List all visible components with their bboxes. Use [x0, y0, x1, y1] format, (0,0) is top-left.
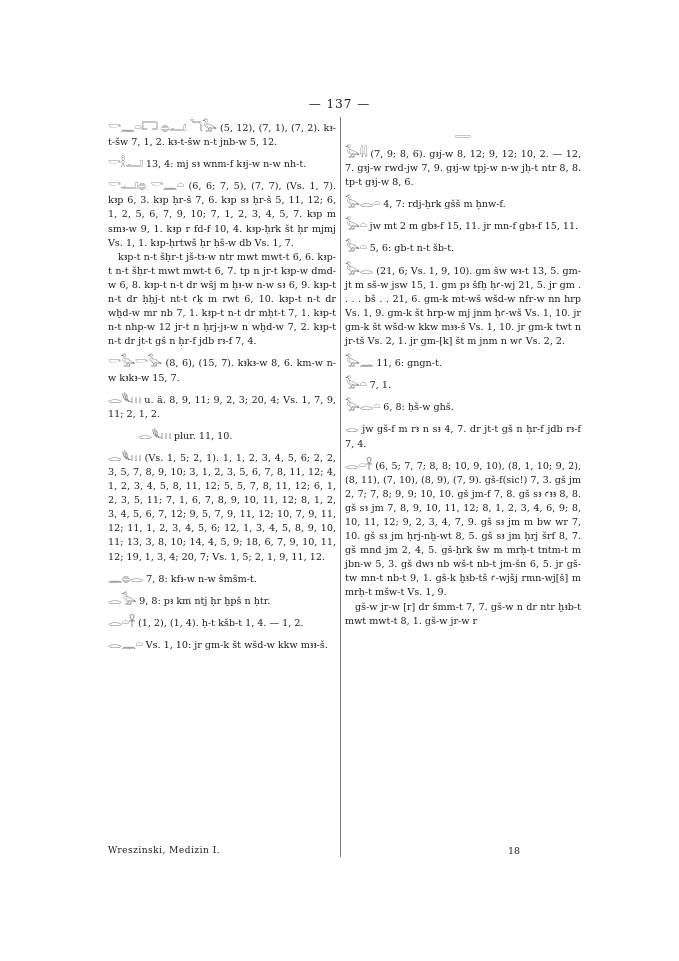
entry-text: (5, 12), (7, 1), (7, 2). kꜣ-t-šw 7, 1, 2. kꜣ-t-šw n-t jnb-w 5, 12. [108, 123, 336, 149]
left-column [108, 120, 336, 659]
dictionary-entry [108, 178, 336, 349]
hieroglyph-icon: 𓅭𓏏 [345, 377, 367, 392]
entry-text: 13, 4: mj sꜣ wnm-f kꜣj-w n-w nh-t. [145, 159, 307, 171]
dictionary-entry [345, 240, 581, 256]
dictionary-entry [345, 146, 581, 190]
hieroglyph-icon: 𓂋 [345, 421, 359, 436]
entry-text: 5, 6: gb-t n-t šb-t. [369, 243, 455, 255]
hieroglyph-icon: 𓅭𓇋𓇋 [345, 146, 367, 160]
hieroglyph-icon: 𓅭𓂋𓏏 [345, 399, 381, 414]
entry-text: plur. 11, 10. [173, 430, 233, 442]
dictionary-entry [108, 637, 336, 653]
hieroglyph-icon: 𓅭𓂋 [345, 262, 374, 277]
dictionary-entry [108, 428, 336, 444]
entry-text: (7, 9; 8, 6). gꜣj-w 8, 12; 9, 12; 10, 2. — 12, 7. gꜣj-w rwd-jw 7, 9. gꜣj-w tpj-w n-w jḥ-t ntr 8, 8. tp-t gꜣj-w 8, 6. [345, 149, 581, 189]
entry-text: 11, 6: gngn-t. [376, 358, 442, 370]
entry-text: (Vs. 1, 5; 2, 1). 1, 1, 2, 3, 4, 5, 6; 2, 2, 3, 5, 7, 8, 9, 10; 3, 1, 2, 3, 5, 6, 7, 8, 11, 12; 4, 1, 2, 3, 4, 5, 8, 11, 12; 5, 5, 7, 8, 11, 12; 6, 1, 2, 3, 5, 11; 7, 1, 6, 7, 8, 9, 10, 11, 12; 8, 1, 2, 3, 4, 5, 6, 7, 12; 9, 5, 7, 9, 11, 12; 10, 7, 9, 11, 12; 11, 1, 2, 3, 4, 5, 6; 12, 1, 3, 4, 5, 8, 9, 10, 11; 13, 3, 8, 10; 14, 4, 5, 9; 18, 6, 7, 9, 10, 11, 12; 19, 1, 3, 4; 20, 7; Vs. 1, 5; 2, 1, 9, 11, 12. [108, 452, 336, 563]
hieroglyph-icon: 𓅭𓂋𓏏 [345, 196, 381, 211]
entry-continuation: gš-w jr-w [r] dr šmm-t 7, 7. gš-w n dr ntr ḫꜣb-t mwt mwt-t 8, 1. gš-w jr-w r [345, 601, 581, 627]
hieroglyph-icon: 𓈖𓐍𓂋 [108, 570, 144, 585]
hieroglyph-icon: 𓅭𓈖 [345, 355, 374, 370]
footer-signature: 18 [508, 846, 521, 857]
entry-text: (6, 6; 7, 5), (7, 7), (Vs. 1, 7). kꜣp 6, 3. kꜣp ḥr-š 7, 6. kꜣp sꜣ ḥr-š 5, 11, 12; 6, 1, 2, 5, 6, 7, 9, 10; 7, 1, 2, 3, 4, 5, 7. kꜣp m smꜣ-w 9, 1. kꜣp r fd-f 10, 4. kꜣp-ḥrk št ḥr mjmj Vs. 1, 1. kꜣp-ḥrtwš ḥr ḥš-w db Vs. 1, 7. [108, 181, 336, 249]
section-header-glyph: 𓇿 [454, 125, 472, 139]
entry-text: 7, 8: kfꜣ-w n-w šmšm-t. [146, 573, 257, 585]
dictionary-entry [345, 377, 581, 393]
entry-text: (1, 2), (1, 4). ḥ-t kšb-t 1, 4. — 1, 2. [137, 617, 304, 629]
hieroglyph-icon: 𓂋𓆰𓏥 [108, 449, 141, 464]
entry-text: (8, 6), (15, 7). kꜣkꜣ-w 8, 6. km-w n-w kꜣkꜣ-w 15, 7. [108, 358, 336, 384]
entry-text: u. ä. 8, 9, 11; 9, 2, 3; 20, 4; Vs. 1, 7, 9, 11; 2, 1, 2. [108, 394, 336, 420]
hieroglyph-icon: 𓂋𓏏𓋹 [108, 614, 135, 629]
dictionary-entry [345, 458, 581, 629]
entry-text: 9, 8: pꜣ km ntj ḥr ḫpš n ḥtr. [139, 595, 271, 607]
dictionary-entry [108, 450, 336, 565]
dictionary-entry [108, 593, 336, 609]
entry-continuation: kꜣp-t n-t šḥr-t jš-tꜣ-w ntr mwt mwt-t 6, 6. kꜣp-t n-t šḥr-t mwt mwt-t 6, 7. tp n jr-t kꜣp-w dmd-w 6, 8. kꜣp-t n-t dr wšj m ḥꜣ-w n-w sꜣ 6, 9. kꜣp-t n-t dr ḥḥj-t nt-t ꜥḳ m rwt 6, 10. kꜣp-t n-t dr wḫd-w mr nb 7, 1. kꜣp-t n-t dr mḥt-t 7, 1. kꜣp-t n-t nhp-w 12 jr-t n ḥrj-jꜣ-w n wḫd-w 7, 2. kꜣp-t n-t dr jt-t gš n ḥr-f jdb rꜣ-f 7, 4. [108, 251, 336, 348]
entry-text: 7, 1. [369, 380, 391, 392]
dictionary-entry [108, 571, 336, 587]
dictionary-entry [345, 263, 581, 350]
entry-text: 6, 8: ḥš-w ghš. [383, 402, 454, 414]
entry-text: Vs. 1, 10: jr gm-k št wšd-w kkw mꜣꜣ-š. [145, 639, 328, 651]
dictionary-entry [108, 120, 336, 150]
dictionary-entry [108, 615, 336, 631]
hieroglyph-icon: 𓂋𓆰𓏥 [138, 427, 171, 442]
hieroglyph-icon: 𓎡𓅭𓎡𓅭 [108, 355, 162, 370]
hieroglyph-icon: 𓎡𓈖𓏏𓉐 𓐍𓂝 𓆓𓅭 [108, 120, 217, 134]
entry-text: jw gš-f m rꜣ n sꜣ 4, 7. dr jt-t gš n ḥr-f jdb rꜣ-f 7, 4. [345, 424, 581, 450]
hieroglyph-icon: 𓂋𓏏𓋹 [345, 457, 372, 472]
entry-text: 4, 7: rdj-ḥrk gšš m ḥnw-f. [383, 199, 506, 211]
dictionary-entry [108, 392, 336, 422]
footer-author: Wreszinski, Medizin I. [108, 846, 221, 856]
hieroglyph-icon: 𓅭𓏏 [345, 218, 367, 233]
dictionary-entry [345, 355, 581, 371]
dictionary-entry [108, 355, 336, 385]
hieroglyph-icon: 𓂋𓆰𓏥 [108, 391, 141, 406]
hieroglyph-icon: 𓂋𓅭 [108, 592, 137, 607]
hieroglyph-icon: 𓎡𓂝𓐍 𓎡𓈖𓏏 [108, 178, 184, 193]
dictionary-entry [345, 196, 581, 212]
entry-text: jw mt 2 m gbꜣ-f 15, 11. jr mn-f gbꜣ-f 15, 11. [369, 221, 579, 233]
right-column [345, 120, 581, 635]
hieroglyph-icon: 𓎡𓎛𓂝 [108, 156, 143, 171]
entry-text: (6, 5; 7, 7; 8, 8; 10, 9, 10), (8, 1, 10; 9, 2), (8, 11), (7, 10), (8, 9), (7, 9). gš-f(sic!) 7, 3. gš jm 2, 7; 7, 8; 9, 9; 10, 10. gš jm-f 7, 8. gš sꜣ ꜥꜣꜣ 8, 8. gš sꜣ jm 7, 8, 9, 10, 11, 12; 8, 1, 2, 3, 4, 6, 9; 8, 10, 11, 12; 9, 2, 3, 4, 7, 9. gš sꜣ jm m bw wr 7, 10. gš sꜣ jm ḥrj-nḫ-wt 8, 5. gš sꜣ jm ḥrj šrf 8, 7. gš mnd jm 2, 4, 5. gš-ḥrk šw m mrḥ-t tntm-t m jbn-w 5, 3. gš dwꜣ nb wš-t nb-t jm-šn 6, 5. jr gš-tw mn-t nb-t 9, 1. gš-k ḫꜣb-tš ꜥ-wjšj rmn-wj[š] m mrḥ-t mšw-t Vs. 1, 9. [345, 460, 581, 599]
entry-text: (21, 6; Vs. 1, 9, 10). gm šw wꜣ-t 13, 5. gm-jt m sš-w jsw 15, 1. gm pꜣ šfḥ ḥꜥ-wj 21, 5. jr gm . . . . bš . . 21, 6. gm-k mt-wš wšd-w nfr-w nn hrp Vs. 1, 9. gm-k št hrp-w mj jnm ḥꜥ-wš Vs. 1, 10. jr gm-k št wšd-w kkw mꜣꜣ-š Vs. 1, 10. jr gm-k twt n jr-tš Vs. 2, 1. jr gm-[k] št m jnm n wꜥ Vs. 2, 2. [345, 265, 581, 348]
hieroglyph-icon: 𓅭𓏏 [345, 240, 367, 255]
dictionary-entry [108, 156, 336, 172]
column-divider [340, 117, 341, 857]
dictionary-entry [345, 399, 581, 415]
page-number: — 137 — [308, 97, 371, 111]
hieroglyph-icon: 𓂋𓈖𓏏 [108, 636, 143, 651]
dictionary-entry [345, 218, 581, 234]
dictionary-entry [345, 421, 581, 451]
